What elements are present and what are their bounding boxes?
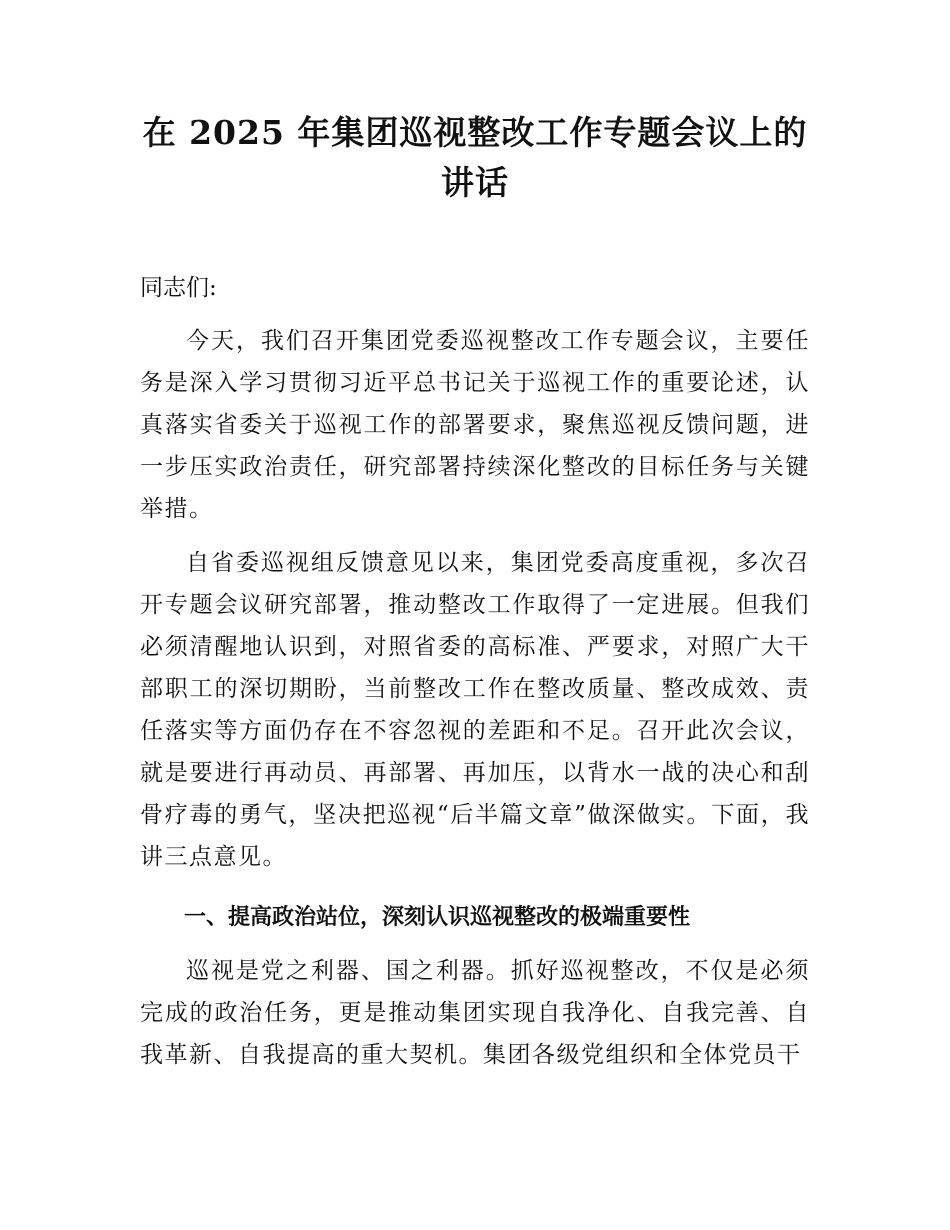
section-heading-1: 一、提高政治站位，深刻认识巡视整改的极端重要性 — [184, 905, 691, 930]
paragraph-section-1: 巡视是党之利器、国之利器。抓好巡视整改，不仅是必须完成的政治任务，更是推动集团实现自我净化、自我完善、自我革新、自我提高的重大契机。集团各级党组织和全体党员干 — [140, 958, 810, 1068]
salutation: 同志们: — [140, 275, 217, 301]
paragraph-progress: 自省委巡视组反馈意见以来，集团党委高度重视，多次召开专题会议研究部署，推动整改工作取得了一定进展。但我们必须清醒地认识到，对照省委的高标准、严要求，对照广大干部职工的深切期盼，当前整改工作在整改质量、整改成效、责任落实等方面仍存在不容忽视的差距和不足。召开此次会议，就是要进行再动员、再部署、再加压，以背水一战的决心和刮骨疗毒的勇气，坚决把巡视“后半篇文章”做深做实。下面，我讲三点意见。 — [140, 550, 810, 870]
document-title: 在 2025 年集团巡视整改工作专题会议上的讲话 — [142, 113, 808, 202]
paragraph-intro: 今天，我们召开集团党委巡视整改工作专题会议，主要任务是深入学习贯彻习近平总书记关于巡视工作的重要论述，认真落实省委关于巡视工作的部署要求，聚焦巡视反馈问题，进一步压实政治责任，研究部署持续深化整改的目标任务与关键举措。 — [140, 328, 810, 522]
document-body — [140, 262, 810, 1076]
